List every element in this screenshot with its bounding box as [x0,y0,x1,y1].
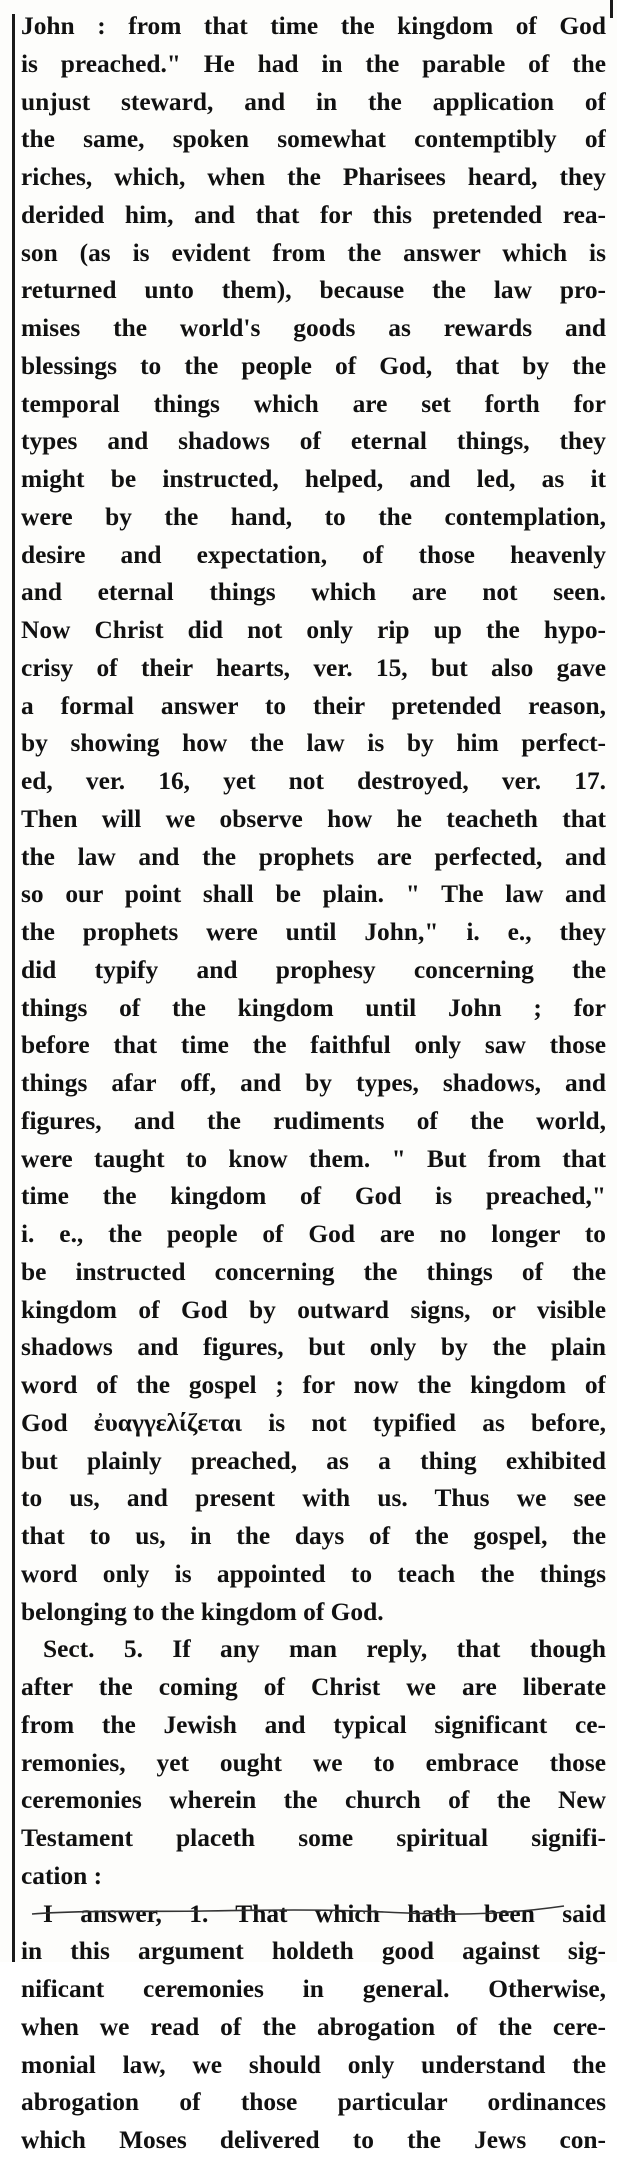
text-line: i. e., the people of God are no longer to [21,1220,606,1248]
text-line: from the Jewish and typical significant ce- [21,1710,606,1739]
text-line: mises the world's goods as rewards and [21,314,606,342]
text-line: so our point shall be plain. " The law and [21,880,606,909]
text-line: nificant ceremonies in general. Otherwise, [21,1975,606,2003]
text-line: types and shadows of eternal things, they [21,427,606,456]
text-line: but plainly preached, as a thing exhibited [21,1446,606,1475]
text-line: might be instructed, helped, and led, as it [21,465,606,493]
text-line: word of the gospel ; for now the kingdom of [21,1371,606,1399]
text-line: figures, and the rudiments of the world, [21,1106,606,1135]
text-line: belonging to the kingdom of God. [21,1597,384,1626]
text-line: before that time the faithful only saw those [21,1031,606,1060]
text-line: after the coming of Christ we are liberate [21,1673,606,1701]
text-line: Now Christ did not only rip up the hypo- [21,616,606,644]
text-line: unjust steward, and in the application of [21,87,606,116]
text-line: cation : [21,1861,103,1890]
text-line: the same, spoken somewhat contemptibly of [21,125,606,154]
text-line: crisy of their hearts, ver. 15, but also gave [21,653,606,682]
text-line: by showing how the law is by him perfect- [21,729,606,758]
text-line: ceremonies wherein the church of the New [21,1786,606,1815]
top-right-edge-mark [610,0,613,18]
text-line: Testament placeth some spiritual signifi- [21,1824,606,1852]
text-line: were taught to know them. " But from that [21,1144,606,1173]
text-line: monial law, we should only understand the [21,2050,606,2079]
text-line: temporal things which are set forth for [21,389,606,418]
text-line: which Moses delivered to the Jews con- [21,2126,606,2154]
text-line: God ἐυαγγελίζεται is not typified as before, [21,1408,606,1437]
text-line: ed, ver. 16, yet not destroyed, ver. 17. [21,767,606,795]
text-line: and eternal things which are not seen. [21,578,606,607]
text-line: time the kingdom of God is preached," [21,1182,606,1211]
text-line: blessings to the people of God, that by the [21,351,606,380]
text-line: riches, which, when the Pharisees heard, they [21,163,606,191]
text-line: I answer, 1. That which hath been said [43,1899,606,1928]
text-line: in this argument holdeth good against sig- [21,1937,606,1966]
text-line: did typify and prophesy concerning the [21,955,606,984]
text-line: that to us, in the days of the gospel, the [21,1522,606,1550]
text-line: son (as is evident from the answer which is [21,238,606,267]
text-line: when we read of the abrogation of the cere- [21,2012,606,2041]
text-line: the law and the prophets are perfected, and [21,842,606,871]
text-line: remonies, yet ought we to embrace those [21,1748,606,1777]
pen-stroke-mark [24,1892,584,1932]
text-line: kingdom of God by outward signs, or visible [21,1295,606,1324]
text-line: to us, and present with us. Thus we see [21,1484,606,1513]
text-line: things afar off, and by types, shadows, and [21,1069,606,1097]
text-line: returned unto them), because the law pro- [21,276,606,305]
text-line: desire and expectation, of those heavenly [21,540,606,569]
text-line: word only is appointed to teach the things [21,1559,606,1588]
text-line: the prophets were until John," i. e., they [21,918,606,946]
left-margin-rule [12,14,15,1962]
text-line: things of the kingdom until John ; for [21,993,606,1022]
body-text [21,8,606,2160]
text-line: be instructed concerning the things of the [21,1257,606,1286]
text-line: were by the hand, to the contemplation, [21,502,606,531]
text-line: Sect. 5. If any man reply, that though [43,1635,606,1664]
text-line: abrogation of those particular ordinances [21,2088,606,2117]
text-line: John : from that time the kingdom of God [21,12,606,40]
text-line: a formal answer to their pretended reason, [21,691,606,720]
text-line: shadows and figures, but only by the plain [21,1333,606,1362]
text-line: Then will we observe how he teacheth that [21,804,606,833]
text-line: is preached." He had in the parable of the [21,49,606,78]
text-line: derided him, and that for this pretended rea- [21,200,606,229]
